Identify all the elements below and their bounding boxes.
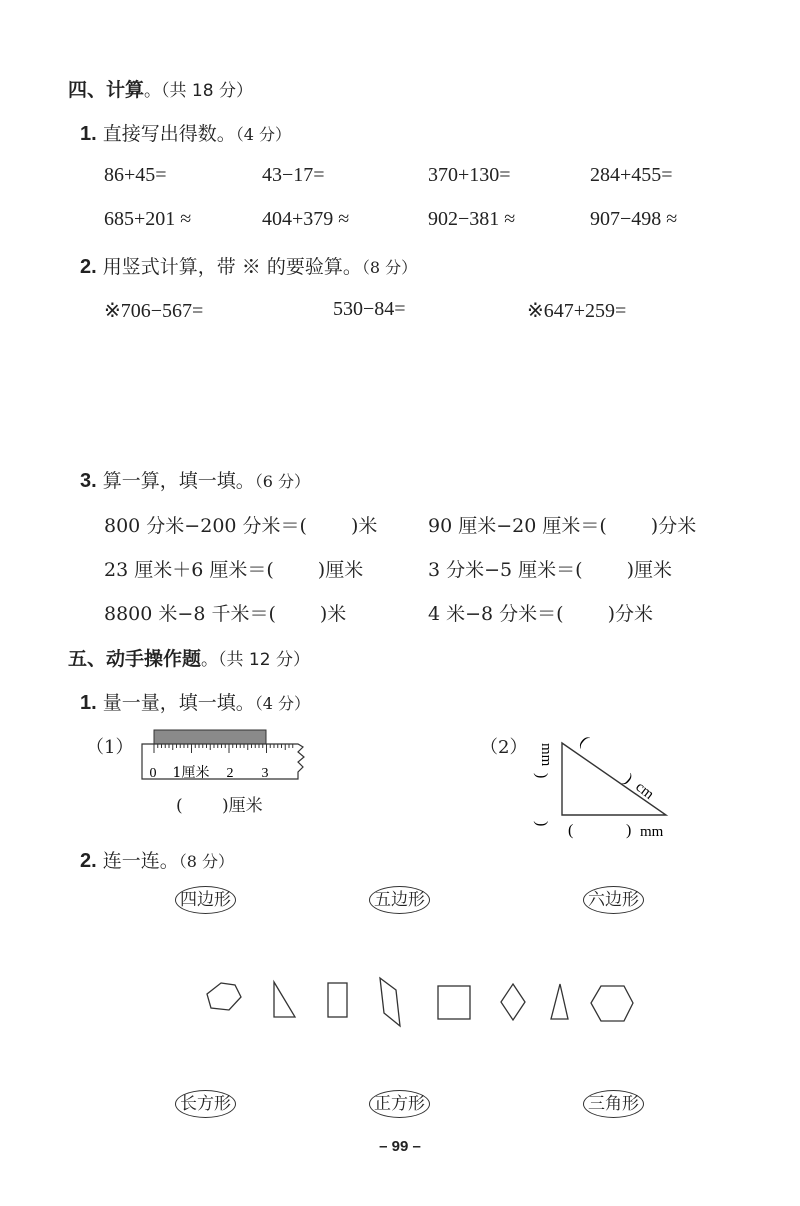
question-points: （6 分） <box>254 472 311 491</box>
section4-title <box>68 75 253 102</box>
measured-bar <box>154 730 266 744</box>
triangle-figure <box>530 727 690 842</box>
triangle-shape[interactable] <box>551 984 568 1019</box>
calc-item: 43−17= <box>262 164 325 186</box>
vertical-calc-item: 530−84= <box>333 298 406 320</box>
unit-conversion-item: 23 厘米＋6 厘米＝( )厘米 <box>104 559 364 581</box>
side-paren: ) <box>533 821 550 827</box>
ruler-answer: ( )厘米 <box>176 796 263 816</box>
section5-title-text: 五、动手操作题 <box>68 648 202 670</box>
question-2-heading <box>80 846 234 873</box>
question-1-heading <box>80 119 291 146</box>
question-text: 量一量，填一填。 <box>102 692 255 714</box>
right-triangle <box>562 743 666 815</box>
base-paren: ( <box>568 822 574 839</box>
label-hexagon[interactable]: 六边形 <box>583 886 644 914</box>
question-number: 1. <box>80 123 97 145</box>
label-pentagon[interactable]: 五边形 <box>369 886 430 914</box>
part-2-label: （2） <box>480 737 528 758</box>
estimate-item: 907−498 ≈ <box>590 208 678 230</box>
vertical-calc-item: ※706−567= <box>104 300 204 322</box>
part-1-label: （1） <box>86 737 134 758</box>
square-shape[interactable] <box>438 986 470 1019</box>
ruler-tick-label: 2 <box>226 766 234 781</box>
question-2-heading <box>80 252 417 279</box>
unit-conversion-item: 800 分米−200 分米＝( )米 <box>104 515 378 537</box>
estimate-item: 685+201 ≈ <box>104 208 192 230</box>
rectangle-shape[interactable] <box>328 983 347 1017</box>
ruler-figure <box>138 727 313 785</box>
label-square[interactable]: 正方形 <box>369 1090 430 1118</box>
question-points: （8 分） <box>178 852 235 871</box>
question-number: 3. <box>80 470 97 492</box>
hexagon-shape[interactable] <box>591 986 633 1021</box>
ruler-tick-label: 0 <box>149 766 157 781</box>
parallelogram-shape[interactable] <box>380 978 400 1026</box>
calc-item: 284+455= <box>590 164 673 186</box>
rhombus-shape[interactable] <box>501 984 525 1020</box>
label-quadrilateral[interactable]: 四边形 <box>175 886 236 914</box>
question-text: 算一算，填一填。 <box>102 470 255 492</box>
question-3-heading <box>80 466 310 493</box>
question-text: 连一连。 <box>102 850 179 872</box>
unit-conversion-item: 3 分米−5 厘米＝( )厘米 <box>428 559 673 581</box>
right-triangle-shape[interactable] <box>274 982 295 1017</box>
question-text: 直接写出得数。 <box>102 123 236 145</box>
ruler-tick-label: 3 <box>261 766 269 781</box>
estimate-item: 404+379 ≈ <box>262 208 350 230</box>
base-paren: ) <box>626 822 632 839</box>
unit-conversion-item: 4 米−8 分米＝( )分米 <box>428 603 654 625</box>
estimate-item: 902−381 ≈ <box>428 208 516 230</box>
ruler-body <box>142 744 304 779</box>
question-points: （4 分） <box>254 694 311 713</box>
base-unit-label: mm <box>640 824 664 840</box>
section4-title-tail: 。（共 18 分） <box>144 81 253 101</box>
calc-item: 86+45= <box>104 164 167 186</box>
question-number: 1. <box>80 692 97 714</box>
unit-conversion-item: 8800 米−8 千米＝( )米 <box>104 603 347 625</box>
side-unit-label: mm <box>538 743 554 767</box>
vertical-calc-item: ※647+259= <box>527 300 627 322</box>
pentagon-shape[interactable] <box>207 983 241 1010</box>
section5-title <box>68 644 310 671</box>
label-triangle[interactable]: 三角形 <box>583 1090 644 1118</box>
hyp-paren: ( <box>576 733 592 750</box>
section4-title-text: 四、计算 <box>68 79 145 101</box>
unit-conversion-item: 90 厘米−20 厘米＝( )分米 <box>428 515 697 537</box>
label-rectangle[interactable]: 长方形 <box>175 1090 236 1118</box>
question-number: 2. <box>80 256 97 278</box>
ruler-ticks <box>154 744 293 753</box>
question-points: （4 分） <box>235 125 292 144</box>
question-1-heading <box>80 688 310 715</box>
ruler-tick-label: 1厘米 <box>172 765 210 781</box>
section5-title-tail: 。（共 12 分） <box>201 650 310 670</box>
hyp-unit-label: cm <box>632 778 657 803</box>
page-number: – 99 – <box>379 1138 421 1155</box>
hyp-paren: ) <box>620 771 636 788</box>
side-paren: ) <box>533 773 550 779</box>
shapes-row <box>200 970 640 1030</box>
question-text: 用竖式计算，带 ※ 的要验算。 <box>102 256 362 278</box>
calc-item: 370+130= <box>428 164 511 186</box>
question-number: 2. <box>80 850 97 872</box>
question-points: （8 分） <box>361 258 418 277</box>
